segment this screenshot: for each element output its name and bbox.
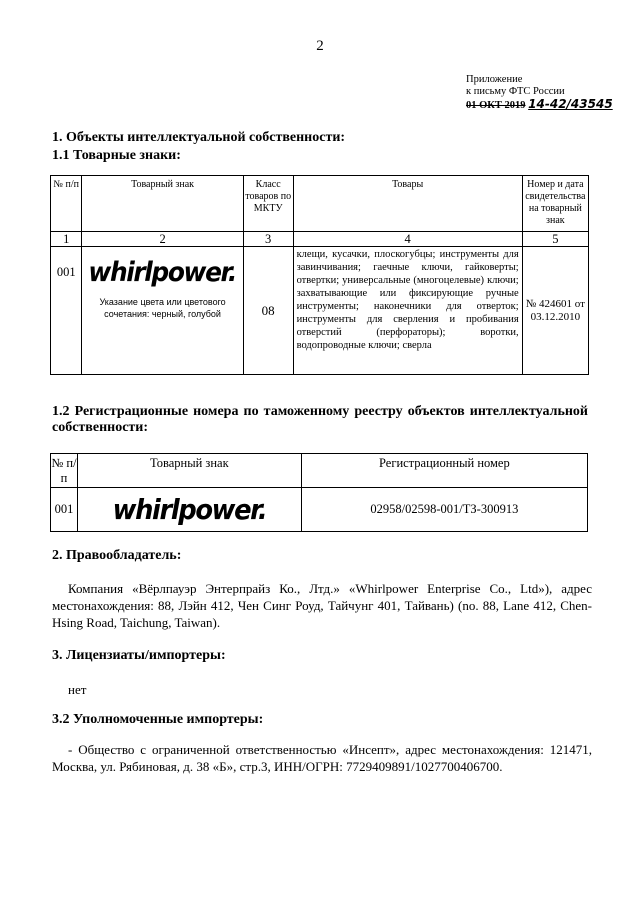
- table2-row-num: 001: [51, 488, 78, 532]
- appendix-note: [466, 74, 613, 112]
- section2-text: Компания «Вёрлпауэр Энтерпрайз Ко., Лтд.» «Whirlpower Enterprise Co., Ltd»), адрес местонахождения: 88, Лэйн 412, Чен Синг Роуд, Тайчунг 401, Тайвань) (no. 88, Lane 412, Chen-Hsing Road, Taichung, Taiwan).: [52, 581, 592, 630]
- section12-title-text: 1.2 Регистрационные номера по таможенному реестру объектов интеллектуальной собственности:: [52, 404, 588, 435]
- section3-title: 3. Лицензиаты/импортеры:: [52, 648, 226, 663]
- section1-subtitle: 1.1 Товарные знаки:: [52, 148, 181, 163]
- section32-title: 3.2 Уполномоченные импортеры:: [52, 712, 264, 727]
- table2-header-trademark: Товарный знак: [77, 454, 301, 488]
- appendix-date: 01 ОКТ 2019: [466, 100, 526, 111]
- table-row: [51, 488, 588, 532]
- table1-colnum: 1: [51, 232, 82, 247]
- table1-colnum: 4: [293, 232, 522, 247]
- section32-text: - Общество с ограниченной ответственностью «Инсепт», адрес местонахождения: 121471, Москва, ул. Рябиновая, д. 38 «Б», стр.3, ИНН/ОГРН: 7729409891/1027700406700.: [52, 742, 592, 774]
- table1-colnum: 3: [243, 232, 293, 247]
- section3-text: нет: [68, 682, 87, 697]
- registry-table: [50, 453, 588, 532]
- table1-header-class: Класс товаров по МКТУ: [243, 176, 293, 232]
- section12-title: [52, 404, 588, 436]
- table2-header-num: № п/п: [51, 454, 78, 488]
- table1-row-num: 001: [51, 247, 82, 375]
- table1-header-trademark: Товарный знак: [82, 176, 243, 232]
- table1-colnum: 2: [82, 232, 243, 247]
- table1-row-goods: клещи, кусачки, плоскогубцы; инструменты для завинчивания; гаечные ключи, гайковерты; отвертки; универсальные (многоцелевые) ключи; захватывающие или фиксирующие ручные инструменты; наконечники для отверток; инструменты для сверления и пробивания отверстий (перфораторы); воротки, водопроводные ключи; сверла: [293, 247, 522, 375]
- section1-title: 1. Объекты интеллектуальной собственности:: [52, 130, 346, 145]
- page-number: 2: [316, 38, 324, 54]
- section2-title: 2. Правообладатель:: [52, 548, 182, 563]
- appendix-line1: Приложение: [466, 74, 523, 85]
- table1-header-certificate: Номер и дата свидетельства на товарный знак: [522, 176, 588, 232]
- whirlpower-logo: whirlpower.: [112, 493, 267, 526]
- table1-row-class: 08: [243, 247, 293, 375]
- whirlpower-logo: whirlpower.: [88, 257, 237, 288]
- table2-row-reg: 02958/02598-001/ТЗ-300913: [301, 488, 587, 532]
- table1-colnum: 5: [522, 232, 588, 247]
- table-row: [51, 247, 589, 375]
- table1-header-goods: Товары: [293, 176, 522, 232]
- appendix-line2: к письму ФТС России: [466, 86, 565, 97]
- table2-header-reg: Регистрационный номер: [301, 454, 587, 488]
- color-note: Указание цвета или цветового сочетания: черный, голубой: [99, 297, 226, 319]
- trademarks-table: [50, 175, 589, 375]
- appendix-ref: 14-42/43545: [528, 97, 613, 111]
- table1-header-num: № п/п: [51, 176, 82, 232]
- table1-row-certificate: № 424601 от 03.12.2010: [522, 247, 588, 375]
